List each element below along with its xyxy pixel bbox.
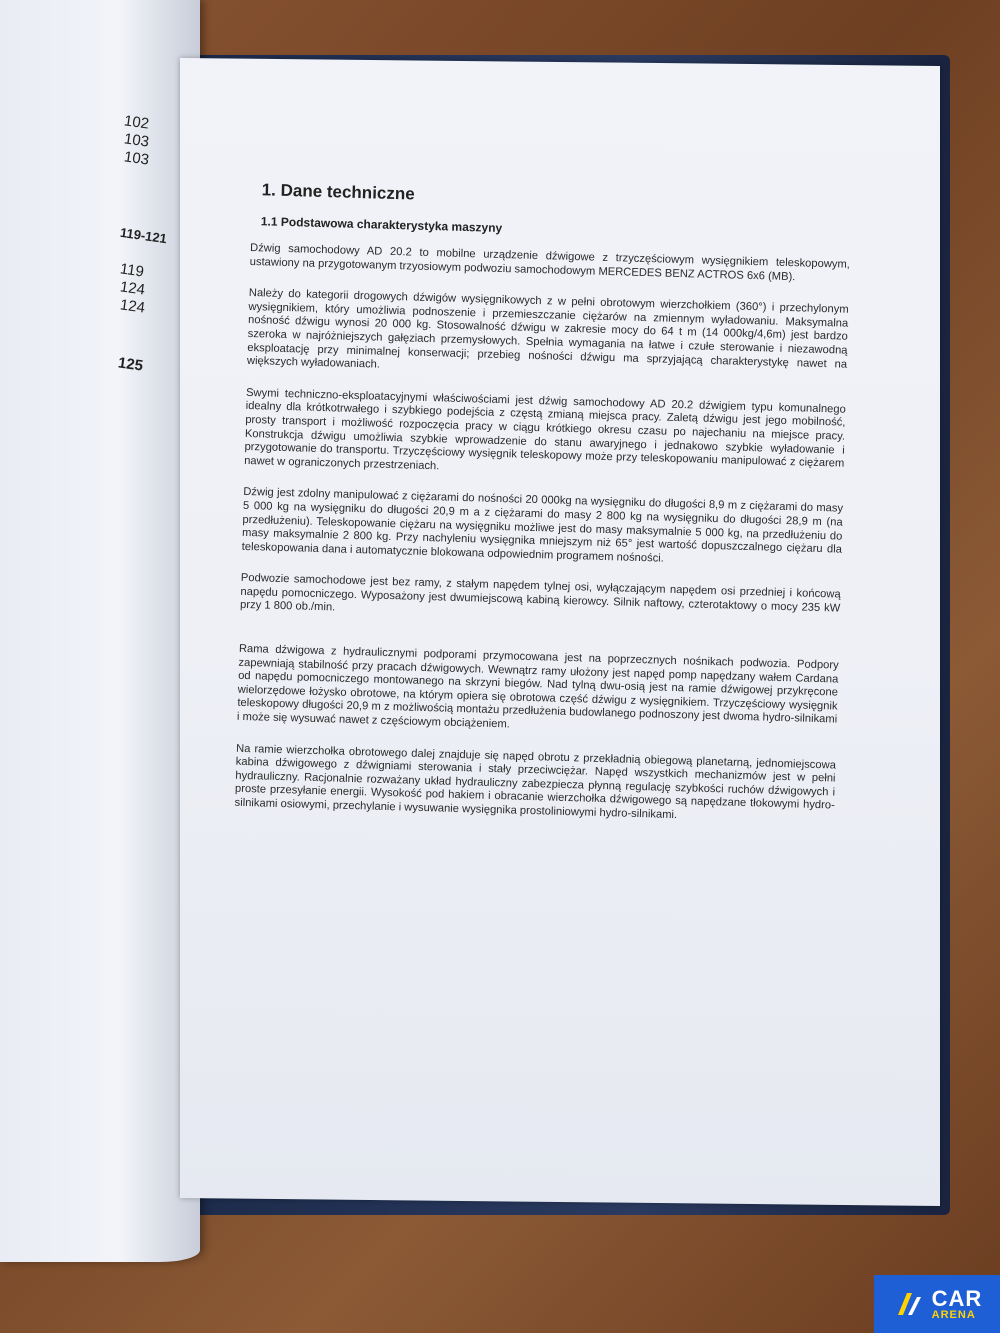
page-number: 119 <box>118 260 145 281</box>
paragraph: Swymi techniczno-eksploatacyjnymi właściwościami jest dźwig samochodowy AD 20.2 dźwigiem typu komunalnego idealny dla krótkotrwałego i szybkiego podejścia z częstą zmianą miejsca pracy. Zaletą dźwigu jest jego mobilność, prosty transport i możliwość rozpoczęcia pracy w ciągu krótkiego okresu czasu po najechaniu na miejsce pracy. Konstrukcja dźwigu umożliwia szybkie wprowadzenie do stanu awaryjnego i jednakowo szybkie wyładowanie i przygotowanie do transportu. Trzyczęściowy wysięgnik teleskopowy może przy teleskopowaniu manipulować z ciężarem nawet w ograniczonych przestrzeniach. <box>243 386 846 473</box>
page-number: 124 <box>118 296 147 317</box>
page-number: 124 <box>118 278 147 299</box>
paragraph: Dźwig samochodowy AD 20.2 to mobilne urządzenie dźwigowe z trzyczęściowym wysięgnikiem teleskopowym, ustawiony na przygotowanym trzyosiowym podwoziu samochodowym MERCEDES BENZ ACTROS 6x6 (MB). <box>249 241 851 283</box>
section-title: 1. Dane techniczne <box>261 180 415 204</box>
page-number: 103 <box>122 148 151 169</box>
document-content <box>234 180 852 845</box>
paragraph: Należy do kategorii drogowych dźwigów wysięgnikowych z w pełni obrotowym wierzchołkiem (360°) i przechylonym wysięgnikiem, który umożliwia podnoszenie i przemieszczanie ciężarów na zmiennym wyładowaniu. Maksymalna nośność dźwigu wynosi 20 000 kg. Stosowalność dźwigu w zakresie mocy do 64 t m (14 000kg/4,6m) jest bardzo szeroka w najróżniejszych gałęziach przemysłowych. Spełnia wymagania na łatwe i czułe sterowanie i niezawodną eksploatację przy minimalnej konserwacji; przebieg nośności dźwigu ma sprzyjającą charakterystykę nawet na większych wyładowaniach. <box>246 287 849 371</box>
car-arena-logo-icon <box>892 1287 926 1321</box>
page-number: 125 <box>116 354 145 375</box>
car-arena-watermark <box>874 1275 1000 1333</box>
page-number: 119-121 <box>119 224 168 247</box>
paragraph: Na ramie wierzchołka obrotowego dalej znajduje się napęd obrotu z przekładnią obiegową planetarną, jednomiejscowa kabina dźwigowego z dźwigniami sterowania i stały przeciwciężar. Napęd wszystkich mechanizmów jest w pełni hydrauliczny. Racjonalnie rozważany układ hydrauliczny zabezpiecza płynną regulację szybkości ruchów dźwigowych i proste przesyłanie energii. Wysokość pod hakiem i obracanie wierzchołka dźwigowego są napędzane tłokowymi hydro-silnikami osiowymi, przechylanie i wysuwanie wysięgnika prostoliniowymi hydro-silnikami. <box>234 742 837 822</box>
paragraph: Rama dźwigowa z hydraulicznymi podporami przymocowana jest na poprzecznych nośnikach podwozia. Podpory zapewniają stabilność przy pracach dźwigowych. Wewnątrz ramy ułożony jest napęd pomp napędzany wałem Cardana od napędu pomocniczego montowanego na skrzyni biegów. Nad tylną dwu-osią jest na ramie dźwigowej przykręcone wielorzędowe łożysko obrotowe, na którym opiera się obrotowa część dźwigu z wysięgnikiem. Trzyczęściowy wysięgnik teleskopowy długości 20,9 m z możliwością montażu przedłużenia budowlanego podnoszony jest dwoma hydro-silnikami i może się wysuwać nawet z częściowym obciążeniem. <box>236 642 839 731</box>
watermark-line1: CAR <box>931 1285 983 1311</box>
page-number: 102 <box>122 112 151 133</box>
subsection-title: 1.1 Podstawowa charakterystyka maszyny <box>260 214 503 236</box>
page-number: 103 <box>122 130 151 151</box>
watermark-line2: ARENA <box>931 1308 976 1321</box>
paragraph: Podwozie samochodowe jest bez ramy, z stałym napędem tylnej osi, wyłączającym napędem osi przedniej i końcową napędu pomocniczego. Wyposażony jest dwumiejscową kabiną kierowcy. Silnik naftowy, czterotaktowy o mocy 235 kW przy 1 800 ob./min. <box>239 572 841 615</box>
left-page <box>0 0 200 1262</box>
paragraph: Dźwig jest zdolny manipulować z ciężarami do nośności 20 000kg na wysięgniku do długości 8,9 m z ciężarami do masy 5 000 kg na wysięgniku do długości 20,9 m a z ciężarami do masy 2 800 kg na wysięgniku do długości 28,9 m (na przedłużeniu). Teleskopowanie ciężaru na wysięgniku możliwe jest do masy maksymalnie 5 000 kg, na przedłużeniu do masy maksymalnie 2 800 kg. Przy nachyleniu wysięgnika mniejszym niż 65° jest wartość dopuszczalnego ciężaru dla teleskopowania dana i automatycznie blokowana odpowiednim programem nośności. <box>241 486 844 565</box>
